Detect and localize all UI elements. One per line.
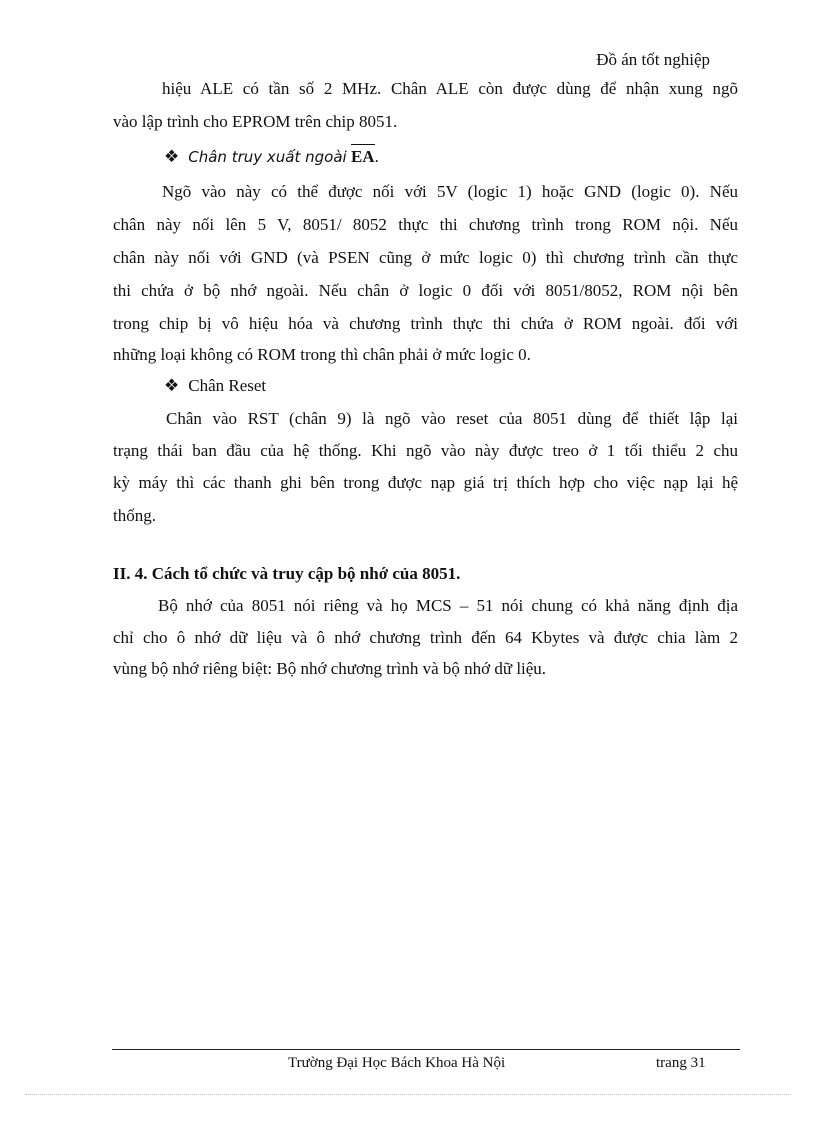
page-header: Đồ án tốt nghiệp	[596, 50, 710, 69]
bullet-item-reset	[164, 375, 789, 397]
paragraph-line: trong chip bị vô hiệu hóa và chương trình thực thi chứa ở ROM ngoài. đối với	[113, 314, 738, 333]
paragraph-line: chân này nối với GND (và PSEN cũng ở mức logic 0) thì chương trình cần thực	[113, 248, 738, 267]
section-heading: II. 4. Cách tổ chức và truy cập bộ nhớ của 8051.	[113, 564, 461, 583]
paragraph-line: chân này nối lên 5 V, 8051/ 8052 thực thi chương trình trong ROM nội. Nếu	[113, 215, 738, 234]
footer-school-name: Trường Đại Học Bách Khoa Hà Nội	[288, 1055, 506, 1071]
paragraph-line: chỉ cho ô nhớ dữ liệu và ô nhớ chương trình đến 64 Kbytes và được chia làm 2	[113, 628, 738, 647]
diamond-bullet-icon: ❖	[164, 376, 180, 395]
paragraph-line: vùng bộ nhớ riêng biệt: Bộ nhớ chương trình và bộ nhớ dữ liệu.	[113, 659, 547, 678]
paragraph-line: hiệu ALE có tần số 2 MHz. Chân ALE còn được dùng để nhận xung ngõ	[162, 79, 738, 98]
paragraph-line: Chân vào RST (chân 9) là ngõ vào reset của 8051 dùng để thiết lập lại	[166, 409, 738, 428]
paragraph-line: thống.	[113, 506, 156, 525]
footer-divider	[112, 1049, 740, 1050]
diamond-bullet-icon: ❖	[164, 147, 180, 166]
bullet-item-external-access	[164, 146, 789, 168]
paragraph-line: thi chứa ở bộ nhớ ngoài. Nếu chân ở logic 0 đối với 8051/8052, ROM nội bên	[113, 281, 738, 300]
bullet-label: Chân Reset	[188, 376, 267, 395]
bullet-period: .	[374, 147, 379, 166]
paragraph-line: Ngõ vào này có thể được nối với 5V (logic 1) hoặc GND (logic 0). Nếu	[162, 182, 738, 201]
paragraph-line: những loại không có ROM trong thì chân phải ở mức logic 0.	[113, 345, 531, 364]
bullet-label: Chân truy xuất ngoài	[188, 148, 347, 166]
footer-page-number: trang 31	[656, 1055, 706, 1071]
paragraph-line: kỳ máy thì các thanh ghi bên trong được nạp giá trị thích hợp cho việc nạp lại hệ	[113, 473, 738, 492]
pin-name-ea: EA	[351, 144, 375, 166]
paragraph-line: vào lập trình cho EPROM trên chip 8051.	[113, 112, 398, 131]
paragraph-line: trạng thái ban đầu của hệ thống. Khi ngõ vào này được treo ở 1 tối thiểu 2 chu	[113, 441, 738, 460]
page-bottom-dotted-border	[25, 1094, 791, 1095]
paragraph-line: Bộ nhớ của 8051 nói riêng và họ MCS – 51 nói chung có khả năng định địa	[158, 596, 738, 615]
